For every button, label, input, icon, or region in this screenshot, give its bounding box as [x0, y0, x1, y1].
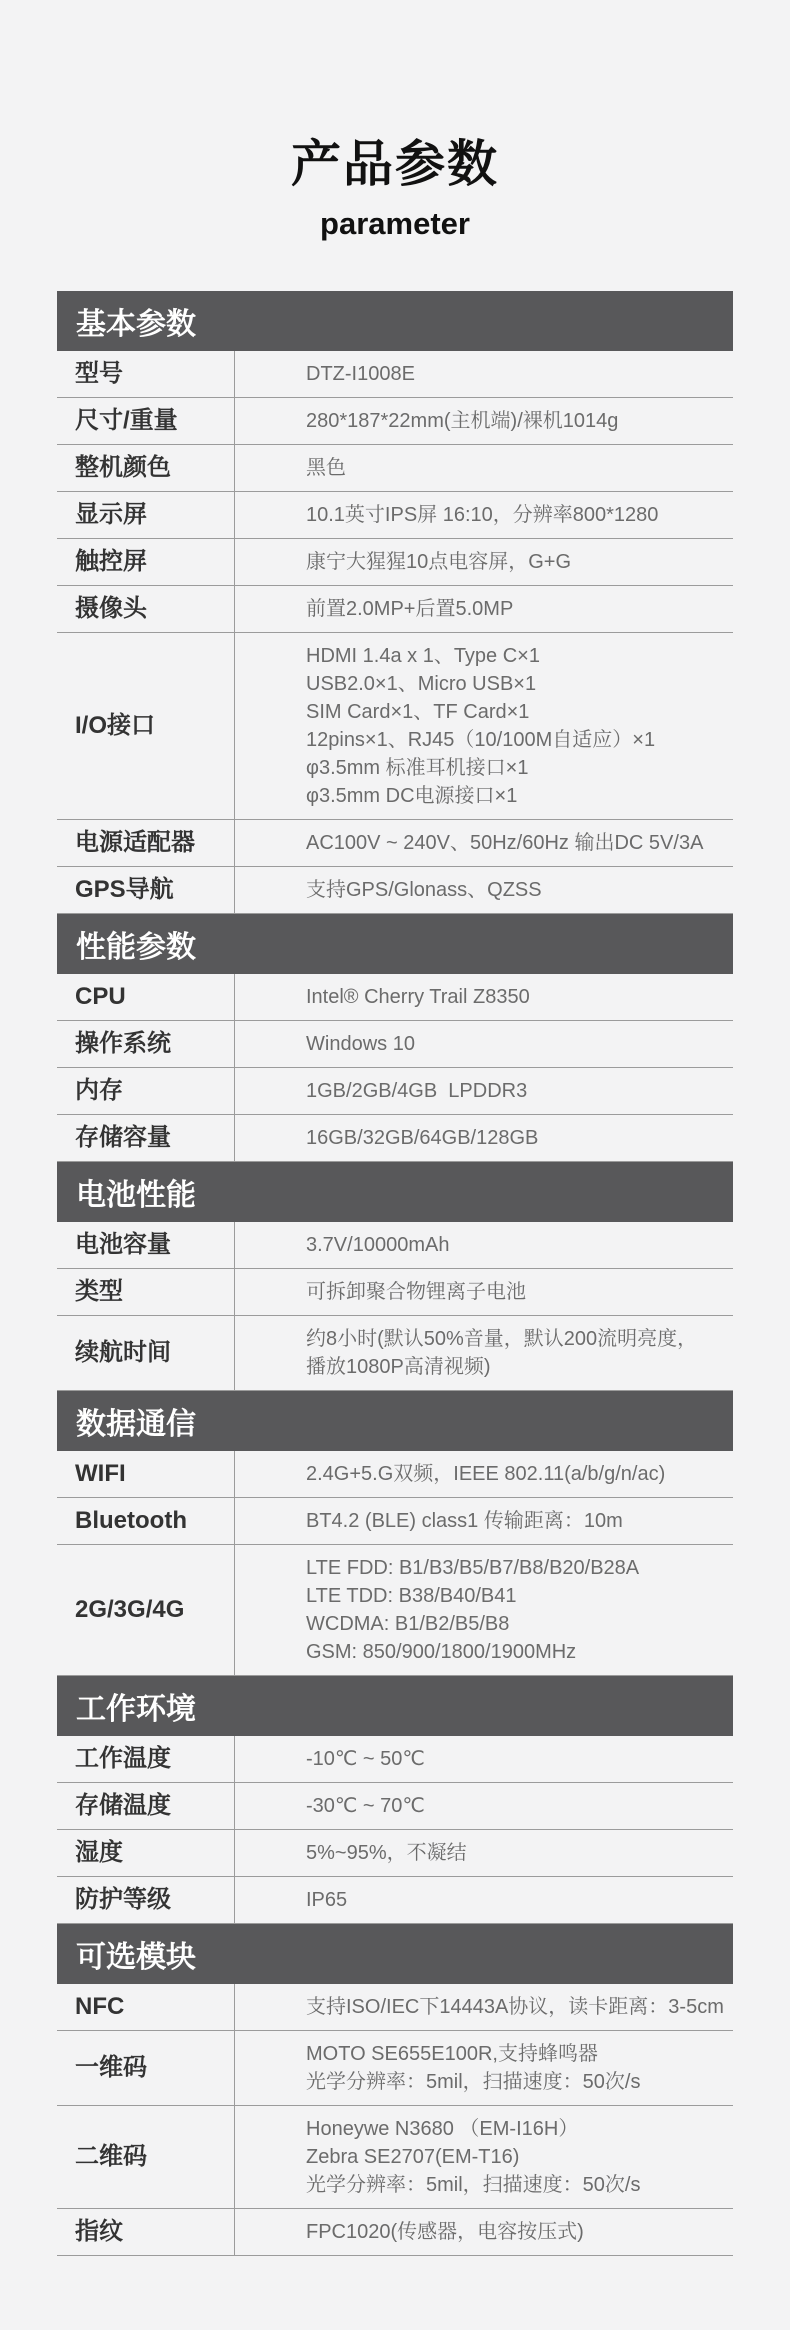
spec-label: 整机颜色: [75, 453, 171, 481]
spec-value-line: DTZ-I1008E: [306, 363, 415, 386]
spec-label: 电源适配器: [75, 828, 195, 856]
spec-row: [57, 2031, 733, 2106]
spec-label: 防护等级: [75, 1885, 171, 1913]
spec-row: [57, 1269, 733, 1316]
spec-value: [234, 1222, 733, 1268]
spec-value: [234, 1984, 733, 2030]
spec-value-line: BT4.2 (BLE) class1 传输距离：10m: [306, 1510, 623, 1533]
page-title: 产品参数: [291, 136, 499, 192]
spec-row: [57, 351, 733, 398]
spec-label: 存储容量: [75, 1123, 171, 1151]
spec-value-line: 3.7V/10000mAh: [306, 1234, 450, 1257]
spec-value: [234, 2031, 733, 2105]
spec-value-line: USB2.0×1、Micro USB×1: [306, 673, 537, 696]
spec-value: [234, 492, 733, 538]
spec-label: 操作系统: [75, 1029, 171, 1057]
spec-label: I/O接口: [75, 711, 156, 739]
spec-value: [234, 1736, 733, 1782]
spec-value: [234, 2209, 733, 2255]
spec-label: Bluetooth: [75, 1506, 187, 1534]
spec-value-line: 5%~95%，不凝结: [306, 1842, 467, 1865]
spec-section: [57, 291, 733, 914]
spec-label: NFC: [75, 1992, 125, 2020]
spec-section: [57, 1676, 733, 1924]
spec-value-line: 康宁大猩猩10点电容屏，G+G: [306, 551, 572, 574]
spec-value-line: 光学分辨率：5mil，扫描速度：50次/s: [306, 2174, 641, 2197]
spec-label: 存储温度: [75, 1791, 171, 1819]
spec-value-line: Intel® Cherry Trail Z8350: [306, 986, 530, 1009]
section-header: 基本参数: [57, 291, 733, 351]
spec-label: 一维码: [75, 2053, 147, 2081]
spec-row: [57, 1830, 733, 1877]
spec-value: [234, 1316, 733, 1390]
spec-value-line: IP65: [306, 1889, 348, 1912]
spec-row: [57, 1736, 733, 1783]
section-header: 数据通信: [57, 1391, 733, 1451]
spec-value-line: AC100V ~ 240V、50Hz/60Hz 输出DC 5V/3A: [306, 832, 704, 855]
spec-row: [57, 1222, 733, 1269]
spec-section: [57, 1924, 733, 2256]
spec-label: 类型: [75, 1277, 123, 1305]
spec-row: [57, 586, 733, 633]
spec-row: [57, 539, 733, 586]
spec-label: GPS导航: [75, 875, 174, 903]
spec-value-line: WCDMA: B1/B2/B5/B8: [306, 1613, 510, 1636]
spec-label: 2G/3G/4G: [75, 1595, 185, 1623]
spec-label: 内存: [75, 1076, 123, 1104]
spec-row: [57, 1115, 733, 1162]
spec-value-line: Zebra SE2707(EM-T16): [306, 2146, 520, 2169]
spec-value-line: Honeywe N3680 （EM-I16H）: [306, 2118, 579, 2141]
spec-value-line: -30℃ ~ 70℃: [306, 1795, 425, 1818]
spec-row: [57, 1316, 733, 1391]
spec-label: 摄像头: [75, 594, 147, 622]
spec-section: [57, 1391, 733, 1676]
spec-label: 二维码: [75, 2142, 147, 2170]
spec-value-line: 支持ISO/IEC下14443A协议，读卡距离：3-5cm: [306, 1996, 724, 2019]
spec-row: [57, 492, 733, 539]
spec-label: CPU: [75, 982, 126, 1010]
spec-row: [57, 1021, 733, 1068]
section-header: 性能参数: [57, 914, 733, 974]
spec-row: [57, 1498, 733, 1545]
spec-value-line: SIM Card×1、TF Card×1: [306, 701, 530, 724]
spec-value: [234, 1830, 733, 1876]
spec-label: 电池容量: [75, 1230, 171, 1258]
spec-value: [234, 1783, 733, 1829]
spec-value-line: 16GB/32GB/64GB/128GB: [306, 1127, 539, 1150]
spec-row: [57, 398, 733, 445]
spec-row: [57, 1068, 733, 1115]
spec-value: [234, 974, 733, 1020]
spec-value-line: LTE TDD: B38/B40/B41: [306, 1585, 517, 1608]
spec-row: [57, 974, 733, 1021]
spec-value: [234, 1115, 733, 1161]
spec-value-line: MOTO SE655E100R,支持蜂鸣器: [306, 2043, 598, 2066]
spec-value-line: 黑色: [306, 457, 346, 480]
spec-value: [234, 1269, 733, 1315]
spec-value: [234, 1498, 733, 1544]
spec-row: [57, 2106, 733, 2209]
spec-value: [234, 539, 733, 585]
spec-value: [234, 1545, 733, 1675]
spec-value-line: φ3.5mm 标准耳机接口×1: [306, 757, 529, 780]
spec-value-line: FPC1020(传感器，电容按压式): [306, 2221, 584, 2244]
spec-row: [57, 633, 733, 820]
spec-value-line: 10.1英寸IPS屏 16:10，分辨率800*1280: [306, 504, 659, 527]
spec-value: [234, 633, 733, 819]
spec-value: [234, 351, 733, 397]
spec-value: [234, 2106, 733, 2208]
spec-value-line: 12pins×1、RJ45（10/100M自适应）×1: [306, 729, 656, 752]
section-header: 电池性能: [57, 1162, 733, 1222]
spec-row: [57, 1783, 733, 1830]
spec-value-line: 可拆卸聚合物锂离子电池: [306, 1281, 526, 1304]
spec-label: 显示屏: [75, 500, 147, 528]
spec-value-line: GSM: 850/900/1800/1900MHz: [306, 1641, 577, 1664]
spec-section: [57, 914, 733, 1162]
spec-value-line: 播放1080P高清视频): [306, 1356, 491, 1379]
spec-value-line: 1GB/2GB/4GB LPDDR3: [306, 1080, 528, 1103]
spec-label: 工作温度: [75, 1744, 171, 1772]
spec-value-line: 2.4G+5.G双频，IEEE 802.11(a/b/g/n/ac): [306, 1463, 666, 1486]
spec-value: [234, 1021, 733, 1067]
spec-value: [234, 1451, 733, 1497]
section-header: 工作环境: [57, 1676, 733, 1736]
spec-label: 型号: [75, 359, 123, 387]
spec-row: [57, 1545, 733, 1676]
spec-value-line: HDMI 1.4a x 1、Type C×1: [306, 645, 540, 668]
section-header: 可选模块: [57, 1924, 733, 1984]
spec-value: [234, 820, 733, 866]
spec-row: [57, 867, 733, 914]
spec-label: 湿度: [75, 1838, 123, 1866]
spec-value: [234, 398, 733, 444]
spec-value-line: 前置2.0MP+后置5.0MP: [306, 598, 514, 621]
spec-row: [57, 2209, 733, 2256]
spec-section: [57, 1162, 733, 1391]
spec-row: [57, 1451, 733, 1498]
spec-label: WIFI: [75, 1459, 126, 1487]
spec-label: 触控屏: [75, 547, 147, 575]
spec-label: 续航时间: [75, 1338, 171, 1366]
spec-value-line: -10℃ ~ 50℃: [306, 1748, 425, 1771]
page-subtitle: parameter: [320, 205, 470, 241]
spec-value-line: 约8小时(默认50%音量，默认200流明亮度，: [306, 1328, 698, 1351]
spec-value: [234, 1877, 733, 1923]
spec-row: [57, 1877, 733, 1924]
spec-value-line: Windows 10: [306, 1033, 415, 1056]
spec-value-line: 支持GPS/Glonass、QZSS: [306, 879, 542, 902]
spec-value: [234, 867, 733, 913]
spec-value-line: 光学分辨率：5mil，扫描速度：50次/s: [306, 2071, 641, 2094]
spec-value-line: φ3.5mm DC电源接口×1: [306, 785, 518, 808]
spec-value: [234, 1068, 733, 1114]
spec-value-line: 280*187*22mm(主机端)/裸机1014g: [306, 410, 619, 433]
spec-label: 指纹: [75, 2217, 123, 2245]
spec-row: [57, 820, 733, 867]
spec-value: [234, 586, 733, 632]
spec-value-line: LTE FDD: B1/B3/B5/B7/B8/B20/B28A: [306, 1557, 640, 1580]
spec-label: 尺寸/重量: [75, 406, 178, 434]
spec-row: [57, 1984, 733, 2031]
spec-row: [57, 445, 733, 492]
spec-table: [57, 291, 733, 2256]
spec-value: [234, 445, 733, 491]
